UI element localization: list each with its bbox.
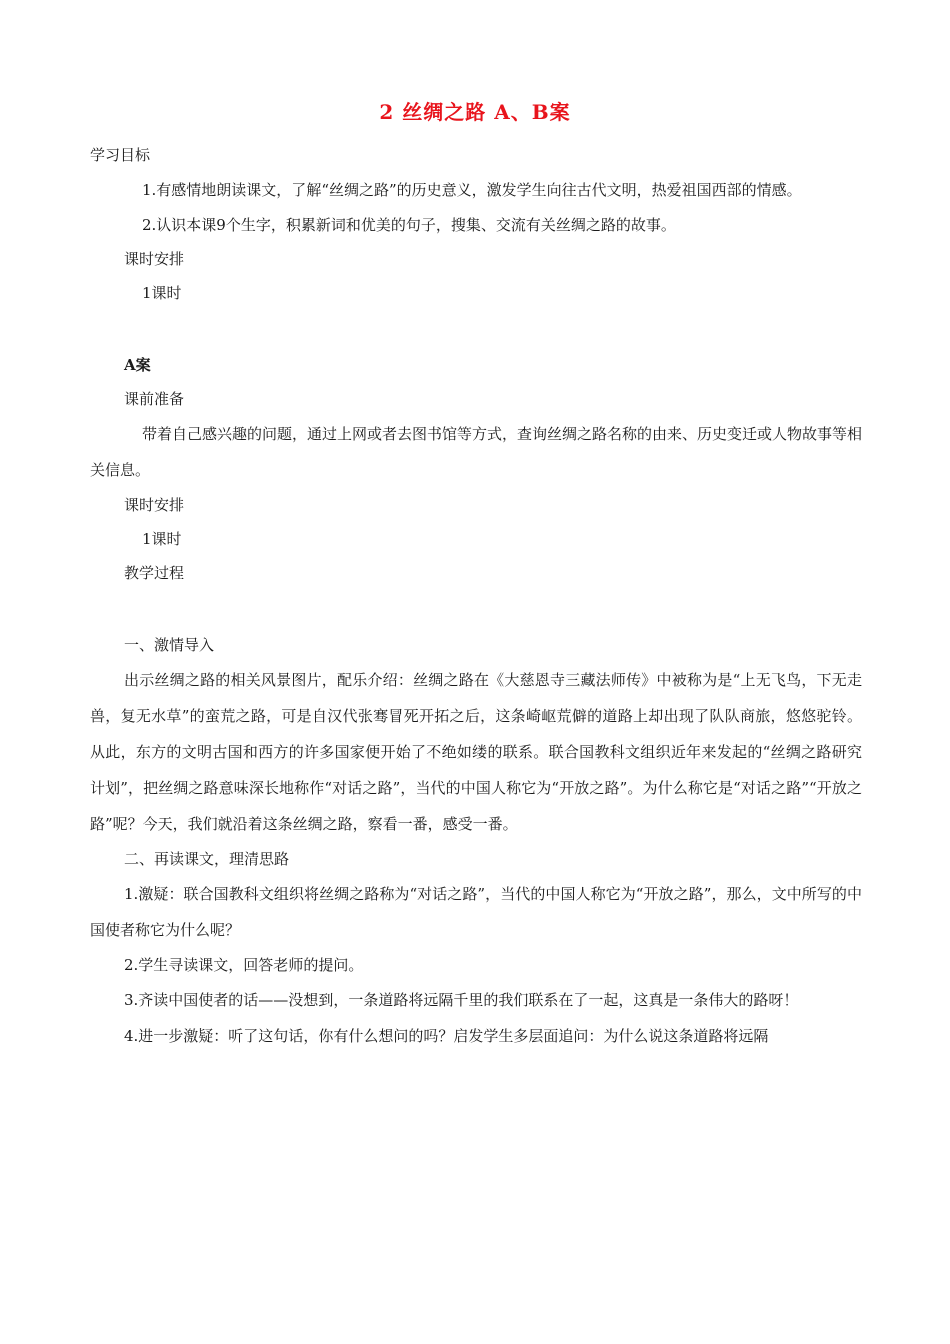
objectives-heading: 学习目标 bbox=[90, 146, 151, 164]
spacer bbox=[90, 590, 862, 628]
spacer bbox=[90, 310, 862, 348]
step2-heading: 二、再读课文，理清思路 bbox=[124, 850, 290, 868]
process-heading: 教学过程 bbox=[124, 564, 185, 582]
step2-item-4: 4.进一步激疑：听了这句话，你有什么想问的吗？启发学生多层面追问：为什么说这条道路将远隔 bbox=[124, 1027, 769, 1045]
schedule-value-2: 1课时 bbox=[142, 530, 182, 548]
objective-1: 1.有感情地朗读课文，了解“丝绸之路”的历史意义，激发学生向往古代文明，热爱祖国西部的情感。 bbox=[142, 181, 802, 199]
schedule-value-1: 1课时 bbox=[142, 284, 182, 302]
document-title: 2 丝绸之路 A、B案 bbox=[379, 100, 571, 124]
step1-text: 出示丝绸之路的相关风景图片，配乐介绍：丝绸之路在《大慈恩寺三藏法师传》中被称为是“上无飞鸟，下无走兽，复无水草”的蛮荒之路，可是自汉代张骞冒死开拓之后，这条崎岖荒僻的道路上却出现了队队商旅，悠悠驼铃。从此，东方的文明古国和西方的许多国家便开始了不绝如缕的联系。联合国教科文组织近年来发起的“丝绸之路研究计划”，把丝绸之路意味深长地称作“对话之路”，当代的中国人称它为“开放之路”。为什么称它是“对话之路”“开放之路”呢？今天，我们就沿着这条丝绸之路，察看一番，感受一番。 bbox=[90, 671, 862, 833]
plan-a-heading: A案 bbox=[124, 356, 151, 374]
schedule-heading-1: 课时安排 bbox=[124, 250, 185, 268]
step2-item-2: 2.学生寻读课文，回答老师的提问。 bbox=[124, 956, 364, 974]
objective-2: 2.认识本课9个生字，积累新词和优美的句子，搜集、交流有关丝绸之路的故事。 bbox=[142, 216, 676, 234]
step2-item-1: 1.激疑：联合国教科文组织将丝绸之路称为“对话之路”，当代的中国人称它为“开放之路”，那么，文中所写的中国使者称它为什么呢？ bbox=[90, 885, 862, 939]
document-body bbox=[90, 138, 862, 1054]
prep-text: 带着自己感兴趣的问题，通过上网或者去图书馆等方式，查询丝绸之路名称的由来、历史变迁或人物故事等相关信息。 bbox=[90, 425, 863, 479]
step1-heading: 一、激情导入 bbox=[124, 636, 215, 654]
prep-heading: 课前准备 bbox=[124, 390, 185, 408]
schedule-heading-2: 课时安排 bbox=[124, 496, 185, 514]
step2-item-3: 3.齐读中国使者的话——没想到，一条道路将远隔千里的我们联系在了一起，这真是一条伟大的路呀！ bbox=[124, 991, 799, 1009]
